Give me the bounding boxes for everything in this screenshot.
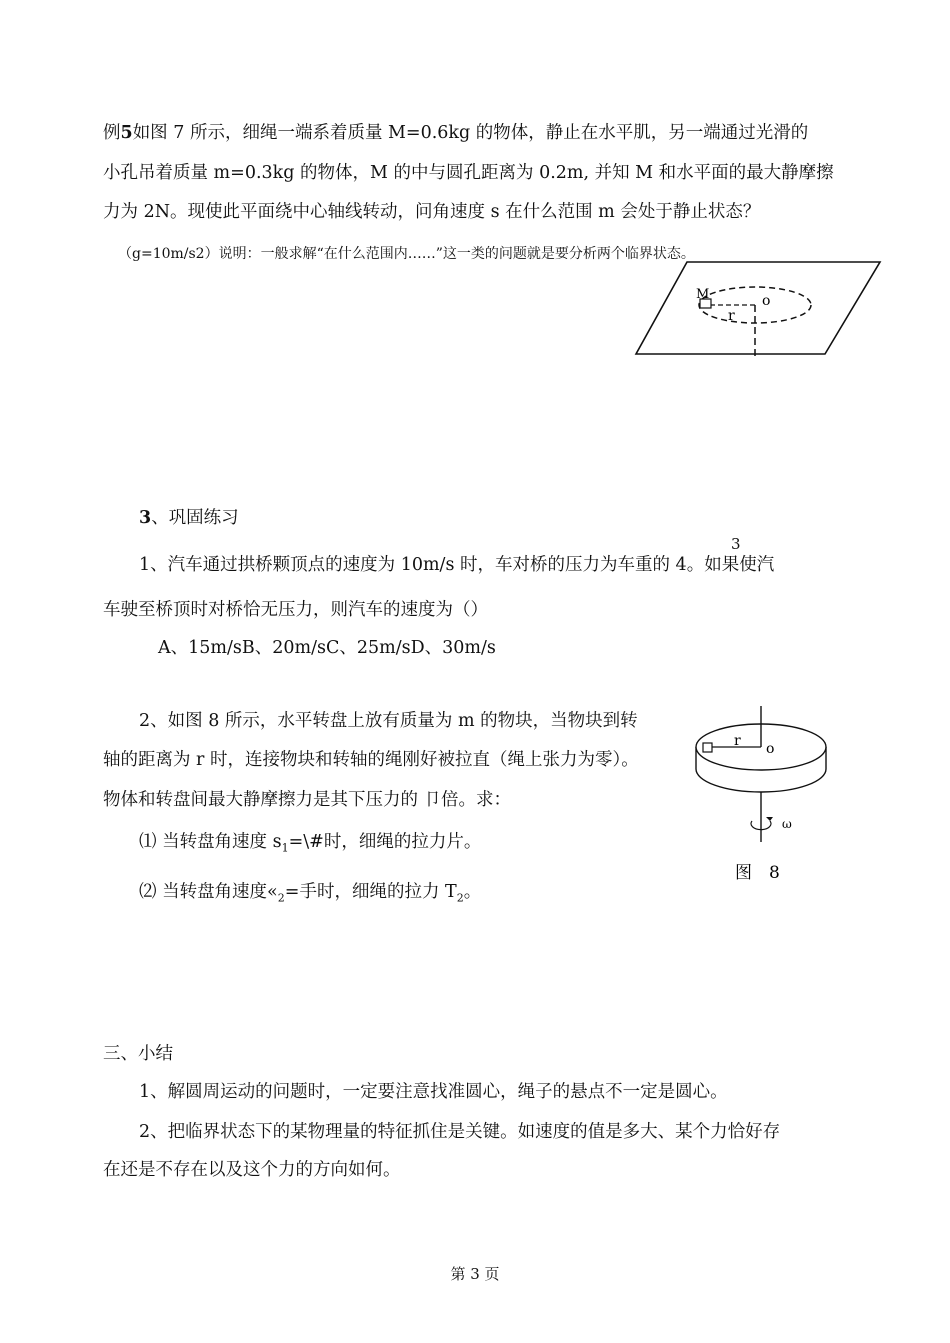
q2-sub2-text-b: =手时，细绳的拉力 T — [284, 882, 457, 902]
q1-line1: 1、汽车通过拱桥颗顶点的速度为 10m/s 时，车对桥的压力为车重的 4。如果使汽 — [139, 555, 775, 575]
summary-item2-line1: 2、把临界状态下的某物理量的特征抓住是关键。如速度的值是多大、某个力恰好存 — [139, 1122, 781, 1142]
summary-item2-line2: 在还是不存在以及这个力的方向如何。 — [103, 1160, 401, 1180]
q1-fraction-top: 3 — [731, 535, 741, 553]
q2-sub1 — [139, 830, 481, 861]
q2-sub2-subscript-2: 2 — [456, 891, 464, 905]
figure8-label-r: r — [734, 733, 741, 749]
figure8-label-o: o — [766, 741, 775, 757]
q2-sub2-text-a: ⑵ 当转盘角速度« — [139, 882, 278, 902]
figure8-diagram — [690, 700, 840, 890]
section3-heading — [139, 506, 239, 530]
q2-sub2 — [139, 880, 481, 911]
q2-sub1-subscript: 1 — [281, 841, 289, 855]
section3-title: 、巩固练习 — [151, 508, 239, 528]
figure7-label-M: M — [696, 287, 710, 302]
figure8-block — [703, 743, 712, 752]
q2-sub1-text-b: =\#时，细绳的拉力片。 — [288, 832, 482, 852]
figure7-label-r: r — [728, 308, 735, 324]
q1-options: A、15m/sB、20m/sC、25m/sD、30m/s — [158, 638, 496, 658]
figure8-caption: 图 8 — [735, 863, 780, 883]
example5-number: 5 — [120, 123, 133, 143]
q2-line2: 轴的距离为 r 时，连接物块和转轴的绳刚好被拉直（绳上张力为零）。 — [103, 750, 639, 770]
example5-line1-text: 如图 7 所示，细绳一端系着质量 M=0.6kg 的物体，静止在水平肌，另一端通过光滑的 — [132, 123, 809, 143]
summary-item1: 1、解圆周运动的问题时，一定要注意找准圆心，绳子的悬点不一定是圆心。 — [139, 1082, 728, 1102]
example5-line2: 小孔吊着质量 m=0.3kg 的物体，M 的中与圆孔距离为 0.2m, 并知 M 和水平面的最大静摩擦 — [103, 163, 834, 183]
example5-note: （g=10m/s2）说明：一般求解“在什么范围内……”这一类的问题就是要分析两个临界状态。 — [118, 246, 695, 262]
section3-number: 3 — [139, 508, 152, 528]
q1-line2: 车驶至桥顶时对桥恰无压力，则汽车的速度为（） — [103, 600, 488, 620]
q2-sub1-text-a: ⑴ 当转盘角速度 s — [139, 832, 282, 852]
figure8-rotation-arrowhead — [766, 817, 773, 821]
example5-line1 — [103, 121, 808, 145]
example5-line3: 力为 2N。现使此平面绕中心轴线转动，问角速度 s 在什么范围 m 会处于静止状态？ — [103, 202, 761, 222]
figure7-plane — [636, 262, 880, 354]
figure8-label-omega: ω — [782, 817, 792, 831]
figure7-label-o: o — [762, 293, 771, 309]
q2-sub2-end: 。 — [463, 882, 482, 902]
summary-title: 三、小结 — [103, 1044, 173, 1064]
q2-line3: 物体和转盘间最大静摩擦力是其下压力的 卩倍。求： — [103, 790, 512, 810]
q2-line1: 2、如图 8 所示，水平转盘上放有质量为 m 的物块，当物块到转 — [139, 711, 638, 731]
example5-label: 例 — [103, 123, 121, 143]
page-number: 第 3 页 — [450, 1265, 500, 1283]
q2-sub2-subscript: 2 — [277, 891, 285, 905]
figure7-diagram — [630, 255, 890, 365]
